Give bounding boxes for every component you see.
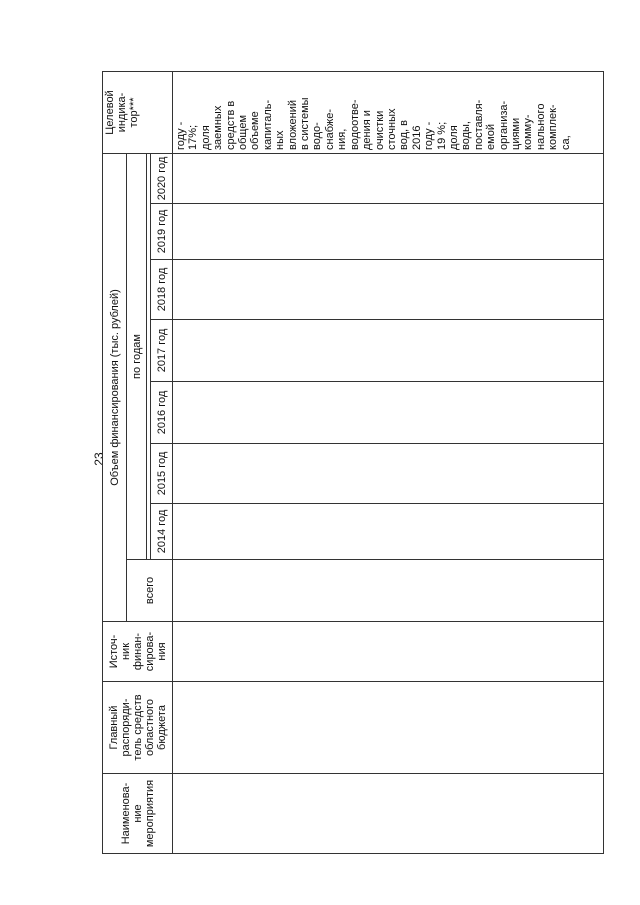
page-number: 23	[92, 452, 106, 466]
header-total: всего	[127, 560, 173, 622]
cell-2020	[173, 153, 604, 203]
header-by-years: по годам	[127, 153, 147, 559]
header-year-2020: 2020 год	[151, 153, 173, 203]
cell-2017	[173, 320, 604, 382]
header-main-manager: Главный распоряди- тель средств областного бюджета	[103, 682, 173, 774]
header-financing-volume: Объем финансирования (тыс. рублей)	[103, 153, 127, 621]
header-year-2016: 2016 год	[151, 382, 173, 444]
financing-table	[102, 71, 604, 854]
header-funding-source: Источ- ник финан- сирова- ния	[103, 622, 173, 682]
cell-2015	[173, 444, 604, 504]
header-year-2014: 2014 год	[151, 504, 173, 560]
cell-2016	[173, 382, 604, 444]
header-year-2017: 2017 год	[151, 320, 173, 382]
header-year-2018: 2018 год	[151, 260, 173, 320]
cell-total	[173, 560, 604, 622]
cell-2019	[173, 204, 604, 260]
cell-funding-source	[173, 622, 604, 682]
financing-table-wrapper	[102, 72, 604, 854]
cell-target-indicator: году - 17%; доля заемных средств в общем объеме капиталь- ных вложений в системы водо- снабже- ния, водоотве- дения и очистки сточных вод, в 2016 году - 19 %; доля воды, поставля- емой организа- циями комму- нального комплек- са,	[173, 71, 604, 153]
header-event-name: Наименова- ние мероприятия	[103, 774, 173, 854]
header-target-indicator: Целевой индика- тор***	[103, 71, 173, 153]
cell-2014	[173, 504, 604, 560]
header-year-2015: 2015 год	[151, 444, 173, 504]
cell-main-manager	[173, 682, 604, 774]
header-year-2019: 2019 год	[151, 204, 173, 260]
cell-event-name	[173, 774, 604, 854]
cell-2018	[173, 260, 604, 320]
